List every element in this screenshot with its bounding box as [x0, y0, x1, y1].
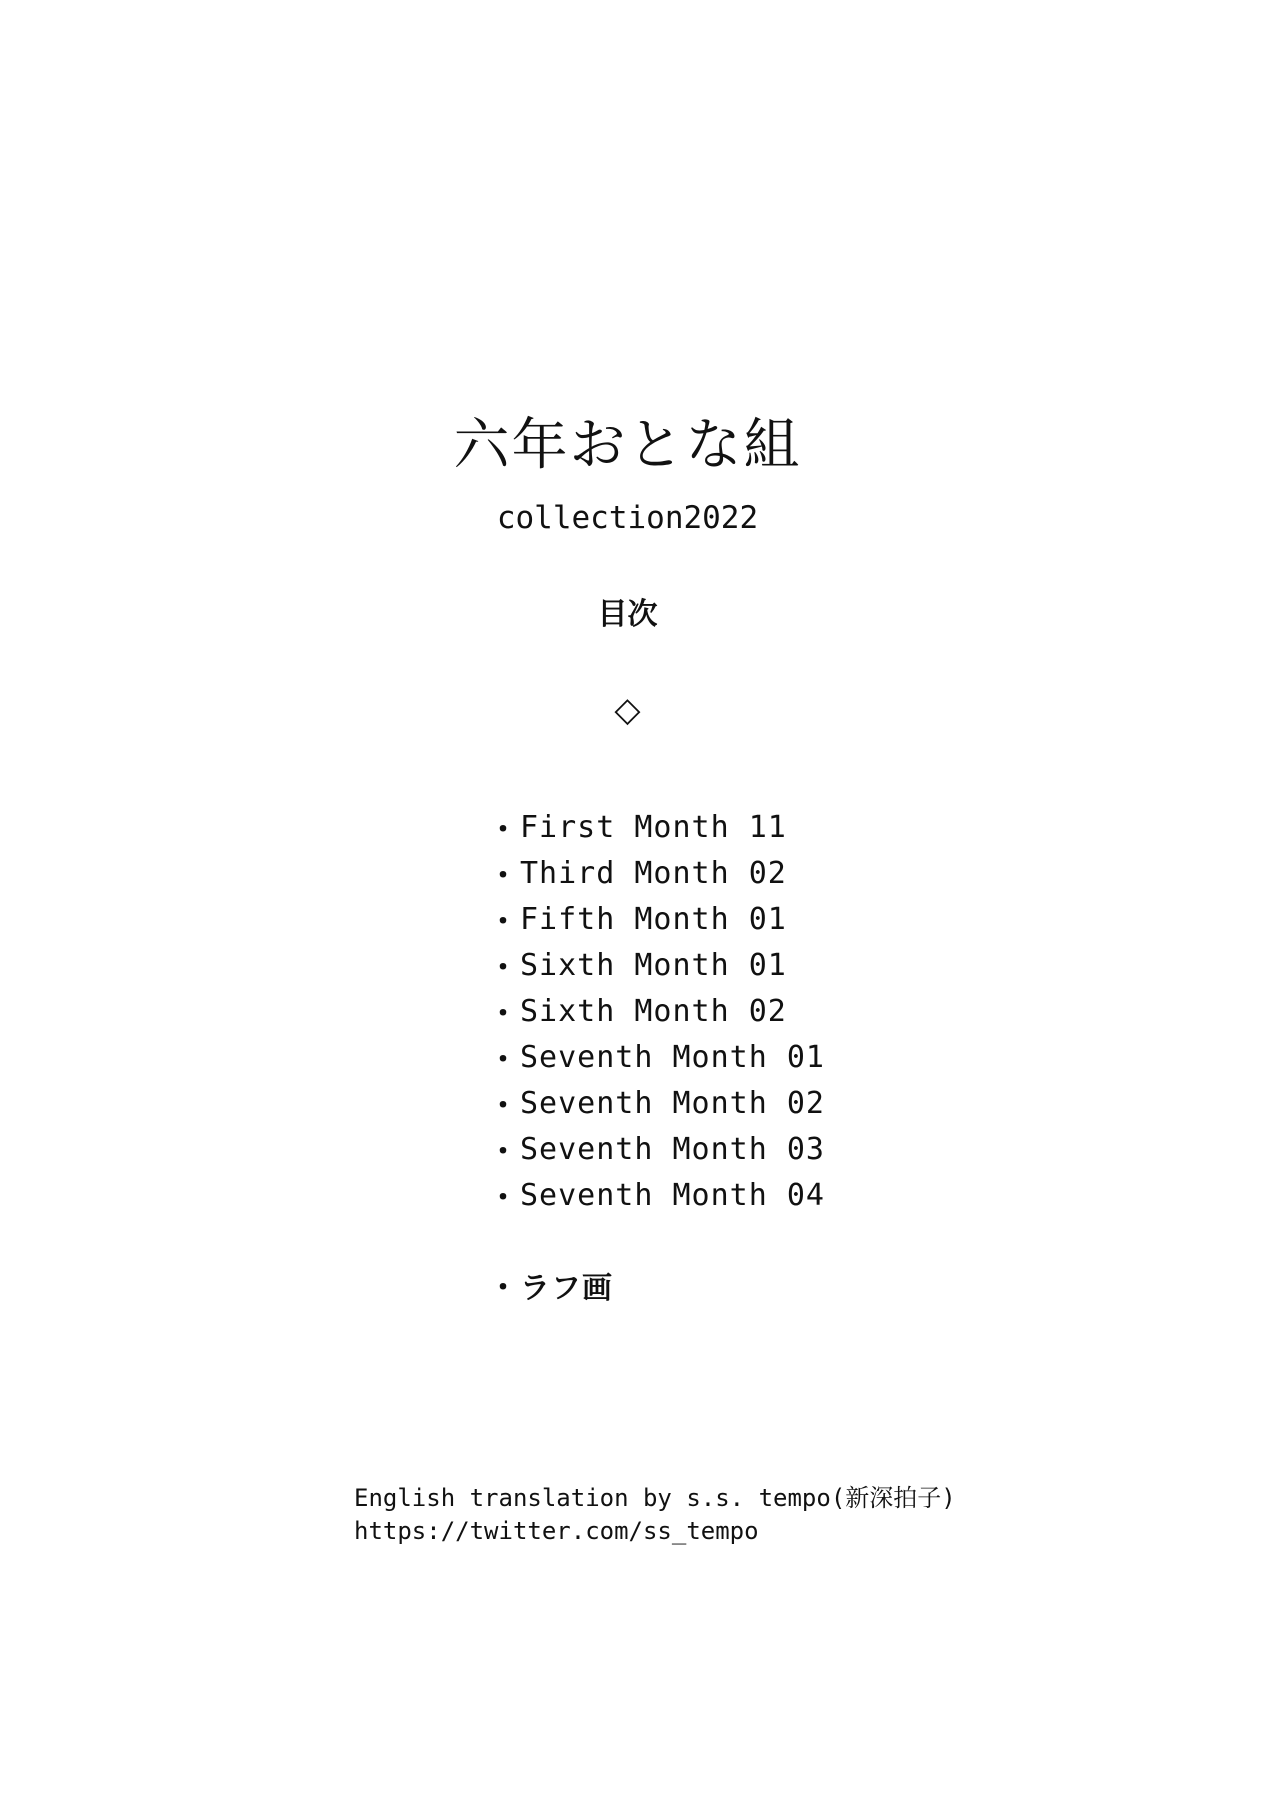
bullet-icon: ・ — [488, 859, 519, 894]
bullet-icon: ・ — [488, 1043, 519, 1078]
diamond-separator: ◇ — [614, 690, 641, 730]
bullet-icon: ・ — [488, 951, 519, 986]
toc-item — [488, 896, 825, 942]
chapter-title: Seventh Month 02 — [520, 1085, 825, 1121]
credit-translator: English translation by s.s. tempo(新深拍子) — [354, 1484, 956, 1512]
bullet-icon: ・ — [488, 1089, 519, 1124]
toc-item — [488, 1034, 825, 1080]
chapter-title: Fifth Month 01 — [520, 901, 787, 937]
chapter-title: Seventh Month 01 — [520, 1039, 825, 1075]
toc-item — [488, 942, 825, 988]
toc-item — [488, 1080, 825, 1126]
chapter-title: Sixth Month 01 — [520, 947, 787, 983]
translation-credits — [354, 1482, 956, 1548]
chapter-list — [488, 804, 825, 1218]
toc-item — [488, 988, 825, 1034]
chapter-title: Seventh Month 04 — [520, 1177, 825, 1213]
chapter-title: Third Month 02 — [520, 855, 787, 891]
toc-heading: 目次 — [597, 597, 658, 632]
bullet-icon: ・ — [488, 997, 519, 1032]
bullet-icon: ・ — [488, 1271, 519, 1306]
toc-item — [488, 1172, 825, 1218]
extra-title: ラフ画 — [520, 1271, 613, 1306]
bullet-icon: ・ — [488, 1181, 519, 1216]
extras-list — [488, 1262, 613, 1308]
bullet-icon: ・ — [488, 905, 519, 940]
chapter-title: First Month 11 — [520, 809, 787, 845]
chapter-title: Seventh Month 03 — [520, 1131, 825, 1167]
toc-item — [488, 804, 825, 850]
credit-link[interactable]: https://twitter.com/ss_tempo — [354, 1517, 759, 1545]
bullet-icon: ・ — [488, 813, 519, 848]
toc-item-extra — [488, 1262, 613, 1308]
chapter-title: Sixth Month 02 — [520, 993, 787, 1029]
bullet-icon: ・ — [488, 1135, 519, 1170]
book-subtitle: collection2022 — [496, 500, 759, 536]
toc-item — [488, 850, 825, 896]
toc-item — [488, 1126, 825, 1172]
book-title: 六年おとな組 — [453, 413, 802, 478]
